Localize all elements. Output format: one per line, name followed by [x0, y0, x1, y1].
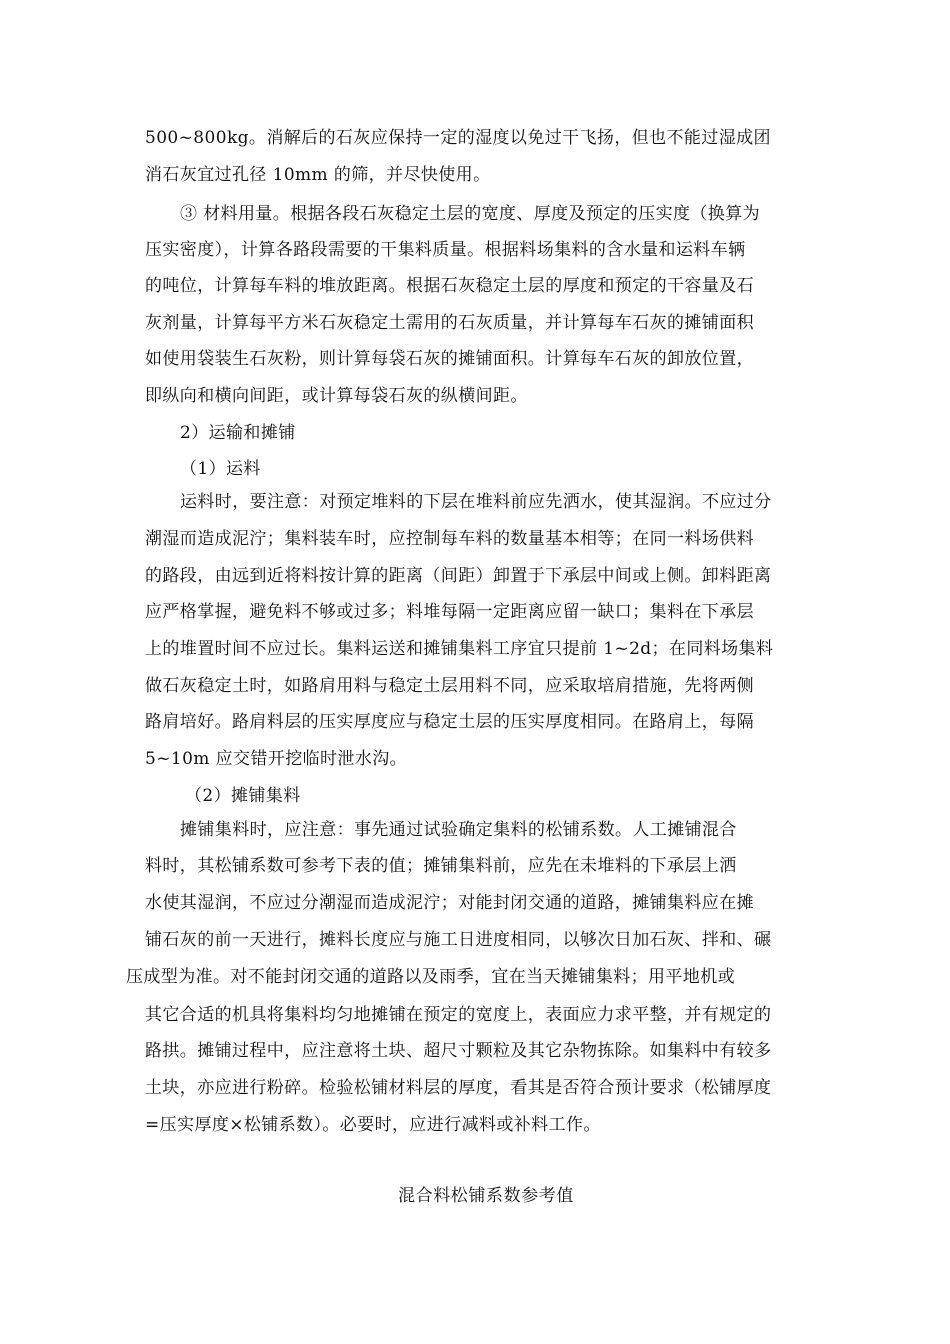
text-line-16: 做石灰稳定土时，如路肩用料与稳定土层用料不同，应采取培肩措施，先将两侧 [145, 676, 754, 696]
text-line-1: 500~800kg。消解后的石灰应保持一定的湿度以免过干飞扬，但也不能过湿成团 [145, 128, 771, 148]
subsection-heading-2: （2）摊铺集料 [185, 786, 301, 806]
text-line-14: 应严格掌握，避免料不够或过多；料堆每隔一定距离应留一缺口；集料在下承层 [145, 602, 754, 622]
text-line-18: 5~10m 应交错开挖临时泄水沟。 [145, 749, 408, 769]
text-line-8: 即纵向和横向间距，或计算每袋石灰的纵横间距。 [145, 386, 528, 406]
text-line-7: 如使用袋装生石灰粉，则计算每袋石灰的摊铺面积。计算每车石灰的卸放位置， [145, 349, 754, 369]
text-line-28: =压实厚度×松铺系数）。必要时，应进行减料或补料工作。 [145, 1115, 601, 1135]
text-line-3: ③ 材料用量。根据各段石灰稳定土层的宽度、厚度及预定的压实度（换算为 [180, 204, 761, 224]
text-line-12: 潮湿而造成泥泞；集料装车时，应控制每车料的数量基本相等；在同一料场供料 [145, 529, 754, 549]
text-line-17: 路肩培好。路肩料层的压实厚度应与稳定土层的压实厚度相同。在路肩上，每隔 [145, 712, 754, 732]
text-line-25: 其它合适的机具将集料均匀地摊铺在预定的宽度上，表面应力求平整，并有规定的 [145, 1005, 772, 1025]
section-heading: 2）运输和摊铺 [180, 423, 296, 443]
text-line-5: 的吨位，计算每车料的堆放距离。根据石灰稳定土层的厚度和预定的干容量及石 [145, 276, 754, 296]
text-line-27: 土块，亦应进行粉碎。检验松铺材料层的厚度，看其是否符合预计要求（松铺厚度 [145, 1078, 772, 1098]
subsection-heading-1: （1）运料 [180, 459, 261, 479]
text-line-2: 消石灰宜过孔径 10mm 的筛，并尽快使用。 [145, 165, 491, 185]
text-line-21: 料时，其松铺系数可参考下表的值；摊铺集料前，应先在未堆料的下承层上洒 [145, 856, 737, 876]
text-line-24: 压成型为准。对不能封闭交通的道路以及雨季，宜在当天摊铺集料；用平地机或 [126, 967, 735, 987]
text-line-13: 的路段，由远到近将料按计算的距离（间距）卸置于下承层中间或上侧。卸料距离 [145, 566, 772, 586]
table-caption: 混合料松铺系数参考值 [398, 1186, 574, 1206]
text-line-23: 铺石灰的前一天进行，摊料长度应与施工日进度相同，以够次日加石灰、拌和、碾 [145, 930, 772, 950]
text-line-15: 上的堆置时间不应过长。集料运送和摊铺集料工序宜只提前 1~2d；在同料场集料 [145, 639, 774, 659]
text-line-11: 运料时，要注意：对预定堆料的下层在堆料前应先洒水，使其湿润。不应过分 [180, 492, 772, 512]
text-line-22: 水使其湿润，不应过分潮湿而造成泥泞；对能封闭交通的道路，摊铺集料应在摊 [145, 893, 754, 913]
text-line-20: 摊铺集料时，应注意：事先通过试验确定集料的松铺系数。人工摊铺混合 [180, 820, 737, 840]
text-line-26: 路拱。摊铺过程中，应注意将土块、超尺寸颗粒及其它杂物拣除。如集料中有较多 [145, 1041, 772, 1061]
text-line-4: 压实密度），计算各路段需要的干集料质量。根据料场集料的含水量和运料车辆 [145, 240, 746, 260]
text-line-6: 灰剂量，计算每平方米石灰稳定土需用的石灰质量，并计算每车石灰的摊铺面积 [145, 313, 754, 333]
